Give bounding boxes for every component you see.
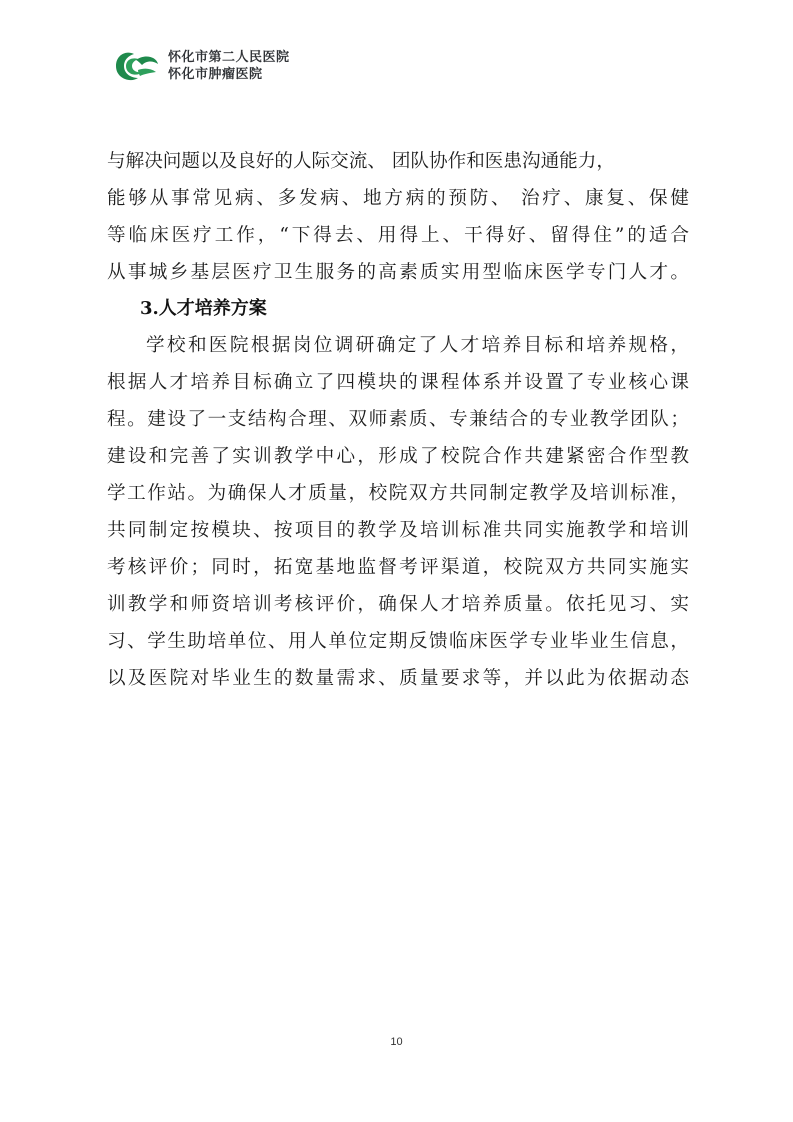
page-number: 10 xyxy=(390,1036,403,1048)
body-line: 考核评价；同时，拓宽基地监督考评渠道，校院双方共同实施实 xyxy=(107,557,689,578)
body-line: 能够从事常见病、多发病、地方病的预防、 治疗、康复、保健 xyxy=(107,188,689,209)
hospital-name-primary: 怀化市第二人民医院 xyxy=(168,50,290,65)
hospital-name-secondary: 怀化市肿瘤医院 xyxy=(168,67,263,82)
body-line: 以及医院对毕业生的数量需求、质量要求等，并以此为依据动态 xyxy=(107,668,689,689)
body-line: 共同制定按模块、按项目的教学及培训标准共同实施教学和培训 xyxy=(107,520,689,541)
body-line: 建设和完善了实训教学中心，形成了校院合作共建紧密合作型教 xyxy=(107,446,689,467)
body-line: 训教学和师资培训考核评价，确保人才培养质量。依托见习、实 xyxy=(107,594,689,615)
body-line: 学工作站。为确保人才质量，校院双方共同制定教学及培训标准， xyxy=(107,483,689,504)
body-line: 与解决问题以及良好的人际交流、 团队协作和医患沟通能力， xyxy=(107,151,615,172)
body-line: 习、学生助培单位、用人单位定期反馈临床医学专业毕业生信息， xyxy=(107,631,689,652)
hospital-names xyxy=(168,49,290,83)
hospital-logo-icon xyxy=(112,46,162,86)
body-line: 学校和医院根据岗位调研确定了人才培养目标和培养规格， xyxy=(146,335,689,356)
section-heading: 3.人才培养方案 xyxy=(140,298,267,319)
body-line: 程。建设了一支结构合理、双师素质、专兼结合的专业教学团队； xyxy=(107,409,689,430)
page-header xyxy=(112,42,290,90)
body-line: 从事城乡基层医疗卫生服务的高素质实用型临床医学专门人才。 xyxy=(107,262,689,283)
body-line: 根据人才培养目标确立了四模块的课程体系并设置了专业核心课 xyxy=(107,372,689,393)
body-line: 等临床医疗工作，“下得去、用得上、干得好、留得住”的适合 xyxy=(107,225,689,246)
